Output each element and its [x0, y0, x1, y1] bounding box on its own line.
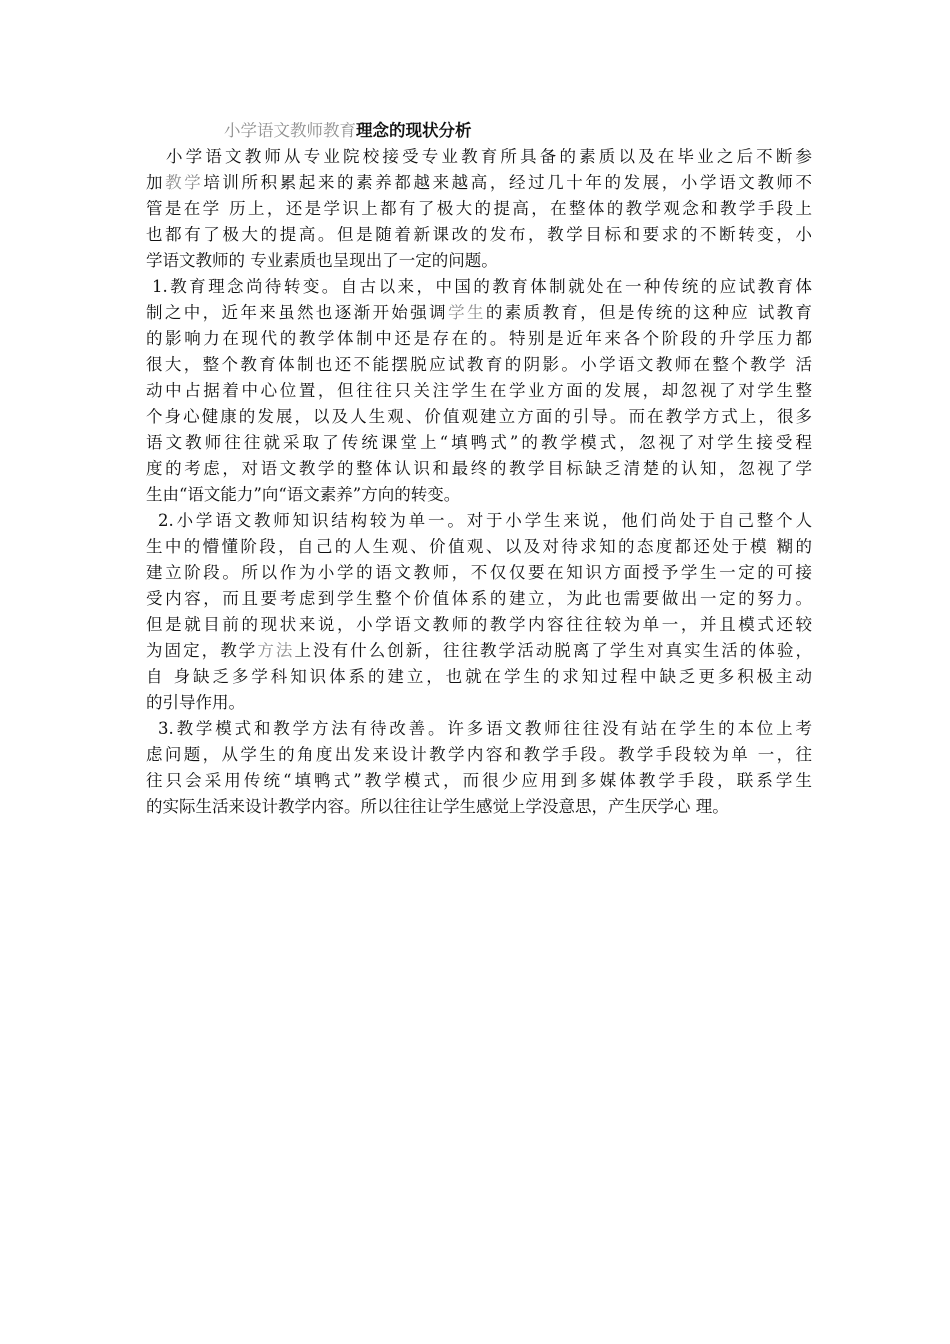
paragraph-line: 的引导作用。 [146, 693, 245, 712]
paragraph-line: 生由“语文能力”向“语文素养”方向的转变。 [146, 485, 461, 504]
paragraph-line: 管是在学 历上，还是学识上都有了极大的提高，在整体的教学观念和教学手段上 [146, 199, 812, 218]
paragraph-line: 制之中，近年来虽然也逐渐开始强调学生的素质教育，但是传统的这种应 试教育 [146, 303, 813, 322]
paragraph-line: 的实际生活来设计教学内容。所以往往让学生感觉上学没意思，产生厌学心 理。 [146, 797, 729, 816]
paragraph-line: 往只会采用传统“填鸭式”教学模式，而很少应用到多媒体教学手段，联系学生 [146, 771, 812, 790]
paragraph-line: 动中占据着中心位置，但往往只关注学生在学业方面的发展，却忽视了对学生整 [146, 381, 812, 400]
title-bold-part: 理念的现状分析 [356, 121, 472, 140]
document-title [146, 118, 812, 144]
document-body [146, 118, 812, 820]
paragraph-line: 虑问题，从学生的角度出发来设计教学内容和教学手段。教学手段较为单 一，往 [146, 745, 812, 764]
link-xuesheng[interactable]: 学生 [448, 303, 486, 322]
paragraph-line: 小学语文教师从专业院校接受专业教育所具备的素质以及在毕业之后不断参 [166, 147, 812, 166]
paragraph-line: 学语文教师的 专业素质也呈现出了一定的问题。 [146, 251, 498, 270]
paragraph-line: 生中的懵懂阶段，自己的人生观、价值观、以及对待求知的态度都还处于模 糊的 [146, 537, 812, 556]
paragraph-line: 语文教师往往就采取了传统课堂上“填鸭式”的教学模式，忽视了对学生接受程 [146, 433, 812, 452]
paragraph-line: 的影响力在现代的教学体制中还是存在的。特别是近年来各个阶段的升学压力都 [146, 329, 812, 348]
link-jiaoxue[interactable]: 教学 [165, 173, 204, 192]
paragraph-point-3 [146, 716, 812, 820]
paragraph-point-2 [146, 508, 812, 716]
paragraph-line: 1.教育理念尚待转变。自古以来，中国的教育体制就处在一种传统的应试教育体 [152, 277, 812, 296]
paragraph-point-1 [146, 274, 812, 508]
paragraph-line: 自 身缺乏多学科知识体系的建立，也就在学生的求知过程中缺乏更多积极主动 [146, 667, 812, 686]
paragraph-line: 很大，整个教育体制也还不能摆脱应试教育的阴影。小学语文教师在整个教学 活 [146, 355, 812, 374]
paragraph-line: 受内容，而且要考虑到学生整个价值体系的建立，为此也需要做出一定的努力。 [146, 589, 812, 608]
paragraph-intro [146, 144, 812, 274]
paragraph-line: 为固定，教学方法上没有什么创新，往往教学活动脱离了学生对真实生活的体验， [146, 641, 813, 660]
paragraph-line: 度的考虑，对语文教学的整体认识和最终的教学目标缺乏清楚的认知，忽视了学 [146, 459, 812, 478]
paragraph-line: 2.小学语文教师知识结构较为单一。对于小学生来说，他们尚处于自己整个人 [158, 511, 812, 530]
paragraph-line: 但是就目前的现状来说，小学语文教师的教学内容往往较为单一，并且模式还较 [146, 615, 812, 634]
paragraph-line: 也都有了极大的提高。但是随着新课改的发布，教学目标和要求的不断转变，小 [146, 225, 812, 244]
paragraph-line: 3.教学模式和教学方法有待改善。许多语文教师往往没有站在学生的本位上考 [158, 719, 812, 738]
paragraph-line: 个身心健康的发展，以及人生观、价值观建立方面的引导。而在教学方式上，很多 [146, 407, 812, 426]
paragraph-line: 建立阶段。所以作为小学的语文教师，不仅仅要在知识方面授予学生一定的可接 [146, 563, 812, 582]
link-fangfa[interactable]: 方法 [257, 641, 295, 660]
paragraph-line: 加教学培训所积累起来的素养都越来越高，经过几十年的发展，小学语文教师不 [146, 173, 813, 192]
title-gray-part: 小学语文教师教育 [224, 121, 356, 140]
